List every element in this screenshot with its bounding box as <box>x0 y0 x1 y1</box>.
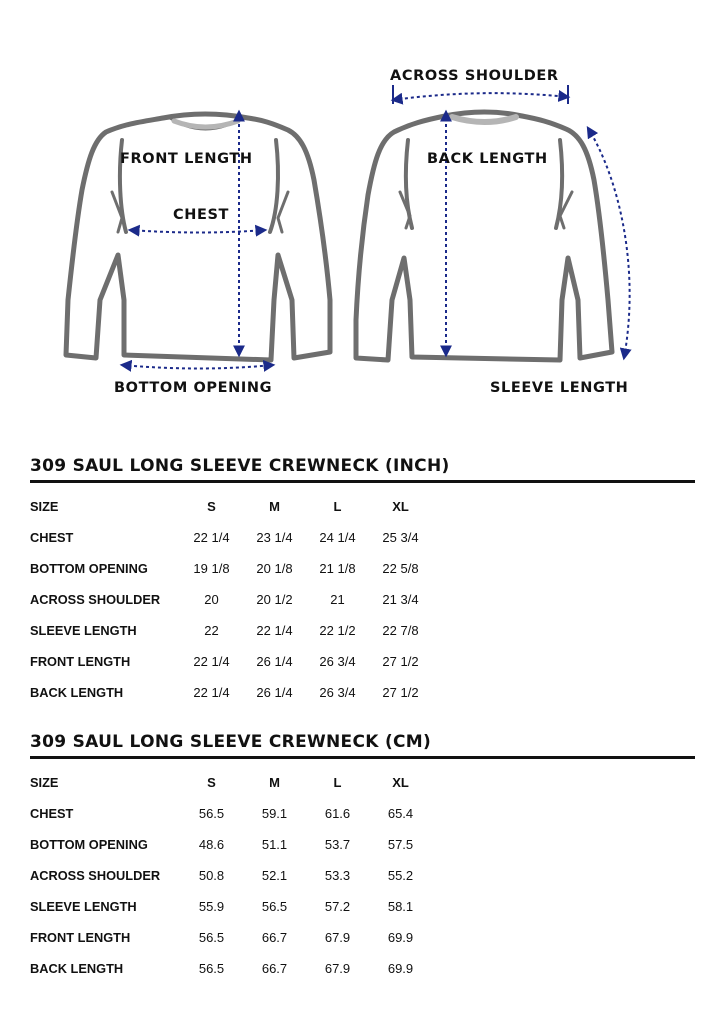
table-cell: 56.5 <box>198 806 225 821</box>
table-cell: 26 1/4 <box>256 685 293 700</box>
table-cell: 65.4 <box>387 806 414 821</box>
table-row <box>30 584 432 615</box>
row-label: CHEST <box>30 806 74 821</box>
column-header: S <box>207 499 216 514</box>
table-cell: 21 1/8 <box>319 561 356 576</box>
column-header: S <box>207 775 216 790</box>
table-row <box>30 646 432 677</box>
table-cell: 21 3/4 <box>382 592 419 607</box>
table-cell: 27 1/2 <box>382 685 419 700</box>
column-header: L <box>333 775 342 790</box>
table-cell: 23 1/4 <box>256 530 293 545</box>
table-cell: 20 1/2 <box>256 592 293 607</box>
column-header: SIZE <box>30 499 59 514</box>
inch-table-title: 309 SAUL LONG SLEEVE CREWNECK (INCH) <box>30 456 450 476</box>
table-row <box>30 860 432 891</box>
table-cell: 69.9 <box>387 930 414 945</box>
table-cell: 61.6 <box>324 806 351 821</box>
table-cell: 58.1 <box>387 899 414 914</box>
table-cell: 22 1/2 <box>319 623 356 638</box>
back-length-label: BACK LENGTH <box>427 151 548 167</box>
table-cell: 26 1/4 <box>256 654 293 669</box>
cm-size-table <box>30 767 432 984</box>
row-label: FRONT LENGTH <box>30 930 131 945</box>
table-header-row <box>30 767 432 798</box>
table-cell: 24 1/4 <box>319 530 356 545</box>
table-cell: 22 7/8 <box>382 623 419 638</box>
row-label: BACK LENGTH <box>30 961 124 976</box>
table-cell: 66.7 <box>261 961 288 976</box>
chest-line <box>130 230 265 233</box>
across-shoulder-line <box>393 93 568 100</box>
table-row <box>30 677 432 708</box>
table-row <box>30 891 432 922</box>
table-row <box>30 829 432 860</box>
inch-size-section <box>30 454 695 708</box>
table-cell: 56.5 <box>198 930 225 945</box>
across-shoulder-label: ACROSS SHOULDER <box>390 68 559 84</box>
table-cell: 22 <box>204 623 219 638</box>
table-row <box>30 922 432 953</box>
table-cell: 55.2 <box>387 868 414 883</box>
table-cell: 22 5/8 <box>382 561 419 576</box>
table-cell: 66.7 <box>261 930 288 945</box>
table-cell: 59.1 <box>261 806 288 821</box>
table-cell: 20 1/8 <box>256 561 293 576</box>
table-cell: 52.1 <box>261 868 288 883</box>
row-label: CHEST <box>30 530 74 545</box>
table-cell: 26 3/4 <box>319 654 356 669</box>
table-cell: 26 3/4 <box>319 685 356 700</box>
row-label: ACROSS SHOULDER <box>30 592 161 607</box>
table-cell: 67.9 <box>324 930 351 945</box>
cm-size-section <box>30 730 695 984</box>
back-garment-illustration <box>356 112 612 360</box>
table-cell: 22 1/4 <box>256 623 293 638</box>
table-cell: 57.2 <box>324 899 351 914</box>
measurement-diagram <box>0 0 723 420</box>
table-row <box>30 953 432 984</box>
table-cell: 53.7 <box>324 837 351 852</box>
table-cell: 69.9 <box>387 961 414 976</box>
table-cell: 67.9 <box>324 961 351 976</box>
section-divider <box>30 756 695 759</box>
inch-size-table <box>30 491 432 708</box>
table-cell: 22 1/4 <box>193 654 230 669</box>
table-row <box>30 553 432 584</box>
section-divider <box>30 480 695 483</box>
cm-table-title: 309 SAUL LONG SLEEVE CREWNECK (CM) <box>30 732 432 752</box>
front-length-label: FRONT LENGTH <box>120 151 253 167</box>
table-cell: 51.1 <box>261 837 288 852</box>
chest-label: CHEST <box>173 207 230 223</box>
table-cell: 22 1/4 <box>193 530 230 545</box>
table-cell: 19 1/8 <box>193 561 230 576</box>
table-cell: 57.5 <box>387 837 414 852</box>
table-cell: 53.3 <box>324 868 351 883</box>
table-cell: 55.9 <box>198 899 225 914</box>
row-label: BOTTOM OPENING <box>30 837 148 852</box>
table-cell: 48.6 <box>198 837 225 852</box>
table-row <box>30 522 432 553</box>
table-cell: 56.5 <box>198 961 225 976</box>
table-cell: 50.8 <box>198 868 225 883</box>
row-label: FRONT LENGTH <box>30 654 131 669</box>
bottom-opening-line <box>122 365 273 369</box>
column-header: M <box>269 499 280 514</box>
table-row <box>30 798 432 829</box>
column-header: L <box>333 499 342 514</box>
table-header-row <box>30 491 432 522</box>
row-label: SLEEVE LENGTH <box>30 899 137 914</box>
row-label: SLEEVE LENGTH <box>30 623 137 638</box>
table-cell: 20 <box>204 592 219 607</box>
table-row <box>30 615 432 646</box>
table-cell: 21 <box>330 592 345 607</box>
column-header: SIZE <box>30 775 59 790</box>
bottom-opening-label: BOTTOM OPENING <box>114 380 273 396</box>
table-cell: 25 3/4 <box>382 530 419 545</box>
sleeve-length-label: SLEEVE LENGTH <box>490 380 629 396</box>
table-cell: 56.5 <box>261 899 288 914</box>
table-cell: 22 1/4 <box>193 685 230 700</box>
column-header: M <box>269 775 280 790</box>
table-cell: 27 1/2 <box>382 654 419 669</box>
row-label: ACROSS SHOULDER <box>30 868 161 883</box>
column-header: XL <box>392 775 409 790</box>
row-label: BOTTOM OPENING <box>30 561 148 576</box>
row-label: BACK LENGTH <box>30 685 124 700</box>
column-header: XL <box>392 499 409 514</box>
